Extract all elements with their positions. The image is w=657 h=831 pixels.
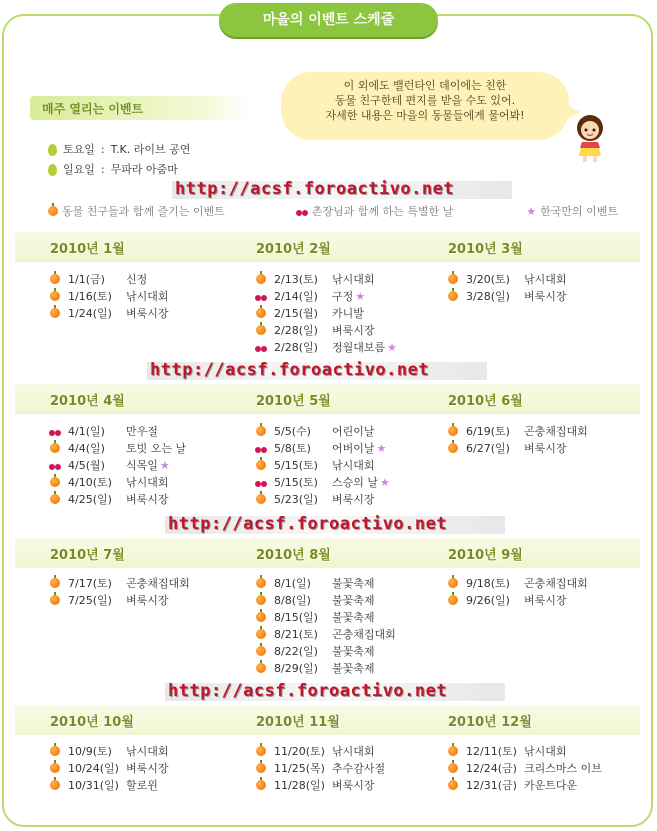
- event-date: 5/15(토): [274, 476, 318, 489]
- cherry-icon: [49, 426, 61, 436]
- event-date: 12/24(금): [466, 762, 517, 775]
- event-name: 추수감사절: [332, 762, 386, 775]
- event-date: 5/8(토): [274, 442, 311, 455]
- event-row: [446, 760, 602, 776]
- event-row: [254, 423, 375, 439]
- event-name: 낚시대회: [332, 745, 375, 758]
- orange-icon: [50, 477, 60, 487]
- event-date: 10/9(토): [68, 745, 112, 758]
- month-title: 2010년 6월: [448, 394, 523, 409]
- orange-icon: [256, 612, 266, 622]
- event-row: [48, 423, 158, 439]
- event-row: [254, 305, 364, 321]
- event-name: 불꽃축제: [332, 577, 375, 590]
- event-name: 어버이날: [332, 442, 375, 455]
- event-name: 카운트다운: [524, 779, 578, 792]
- event-row: [48, 457, 170, 473]
- orange-icon: [48, 206, 58, 216]
- cherry-icon: [255, 342, 267, 352]
- event-row: [254, 609, 375, 625]
- event-name: 불꽃축제: [332, 611, 375, 624]
- orange-icon: [256, 780, 266, 790]
- weekly-sep: :: [100, 143, 105, 156]
- event-row: [254, 271, 375, 287]
- event-name: 벼룩시장: [126, 307, 169, 320]
- event-name: 스승의 날: [332, 476, 379, 489]
- event-date: 10/31(일): [68, 779, 119, 792]
- event-name: 곤충채집대회: [524, 577, 588, 590]
- event-name: 불꽃축제: [332, 645, 375, 658]
- event-name: 낚시대회: [524, 273, 567, 286]
- legend-animal-label: 동물 친구들과 함께 즐기는 이벤트: [62, 205, 225, 218]
- weekly-list: [48, 140, 190, 180]
- bubble-line-2: 동물 친구한테 편지를 받을 수도 있어.: [334, 94, 516, 107]
- event-date: 10/24(일): [68, 762, 119, 775]
- event-row: [254, 457, 375, 473]
- event-row: [48, 271, 147, 287]
- event-name: 낚시대회: [332, 459, 375, 472]
- orange-icon: [448, 291, 458, 301]
- orange-icon: [256, 663, 266, 673]
- event-name: 불꽃축제: [332, 594, 375, 607]
- event-date: 4/4(일): [68, 442, 105, 455]
- cherry-icon: [296, 206, 308, 216]
- month-title: 2010년 5월: [256, 394, 331, 409]
- event-row: [254, 288, 365, 304]
- weekly-text: T.K. 라이브 공연: [110, 143, 191, 156]
- orange-icon: [50, 746, 60, 756]
- legend-animal: [48, 203, 225, 219]
- orange-icon: [50, 578, 60, 588]
- orange-icon: [448, 578, 458, 588]
- month-title: 2010년 12월: [448, 715, 532, 730]
- event-row: [446, 592, 567, 608]
- event-date: 3/20(토): [466, 273, 510, 286]
- watermark-text: http://acsf.foroactivo.net: [168, 681, 448, 701]
- orange-icon: [448, 443, 458, 453]
- event-date: 2/15(월): [274, 307, 318, 320]
- event-row: [48, 760, 169, 776]
- weekly-sep: :: [100, 163, 105, 176]
- orange-icon: [256, 629, 266, 639]
- orange-icon: [50, 443, 60, 453]
- orange-icon: [50, 780, 60, 790]
- weekly-item: [48, 140, 190, 160]
- event-name: 어린이날: [332, 425, 375, 438]
- event-date: 8/29(일): [274, 662, 318, 675]
- orange-icon: [50, 274, 60, 284]
- orange-icon: [256, 426, 266, 436]
- orange-icon: [50, 308, 60, 318]
- event-date: 11/25(목): [274, 762, 325, 775]
- watermark-text: http://acsf.foroactivo.net: [168, 514, 448, 534]
- legend-korea-label: 한국만의 이벤트: [540, 205, 618, 218]
- event-date: 5/23(일): [274, 493, 318, 506]
- event-row: [254, 777, 375, 793]
- event-row: [254, 339, 397, 355]
- event-row: [254, 643, 375, 659]
- event-name: 곤충채집대회: [524, 425, 588, 438]
- event-row: [48, 440, 186, 456]
- event-name: 낚시대회: [524, 745, 567, 758]
- event-row: [446, 271, 567, 287]
- event-row: [254, 474, 390, 490]
- event-row: [48, 288, 169, 304]
- event-name: 벼룩시장: [332, 324, 375, 337]
- event-date: 6/27(일): [466, 442, 510, 455]
- event-date: 1/1(금): [68, 273, 105, 286]
- watermark-text: http://acsf.foroactivo.net: [175, 179, 455, 199]
- orange-icon: [448, 763, 458, 773]
- orange-icon: [256, 274, 266, 284]
- orange-icon: [448, 595, 458, 605]
- event-date: 4/10(토): [68, 476, 112, 489]
- event-name: 벼룩시장: [126, 493, 169, 506]
- event-date: 11/20(토): [274, 745, 325, 758]
- event-date: 12/11(토): [466, 745, 517, 758]
- orange-icon: [256, 460, 266, 470]
- event-date: 5/15(토): [274, 459, 318, 472]
- legend-korea: [524, 203, 618, 219]
- event-date: 4/25(일): [68, 493, 112, 506]
- event-row: [446, 743, 567, 759]
- event-name: 카니발: [332, 307, 364, 320]
- orange-icon: [50, 595, 60, 605]
- event-name: 크리스마스 이브: [524, 762, 602, 775]
- event-row: [446, 423, 588, 439]
- event-row: [48, 305, 169, 321]
- page-title: 마을의 이벤트 스케줄: [219, 3, 438, 37]
- event-row: [254, 743, 375, 759]
- month-title: 2010년 8월: [256, 548, 331, 563]
- legend-mayor: [296, 203, 454, 219]
- orange-icon: [256, 494, 266, 504]
- villager-girl-icon: [570, 112, 610, 164]
- event-date: 7/17(토): [68, 577, 112, 590]
- orange-icon: [448, 426, 458, 436]
- event-name: 곤충채집대회: [126, 577, 190, 590]
- event-date: 8/8(일): [274, 594, 311, 607]
- weekly-events-heading: [30, 96, 250, 120]
- month-title: 2010년 10월: [50, 715, 134, 730]
- orange-icon: [50, 494, 60, 504]
- orange-icon: [448, 746, 458, 756]
- weekly-day: 토요일: [63, 143, 95, 156]
- event-name: 벼룩시장: [524, 594, 567, 607]
- bubble-line-1: 이 외에도 밸런타인 데이에는 친한: [343, 79, 507, 92]
- event-date: 11/28(일): [274, 779, 325, 792]
- orange-icon: [256, 308, 266, 318]
- event-date: 8/1(일): [274, 577, 311, 590]
- event-name: 식목일: [126, 459, 158, 472]
- orange-icon: [448, 780, 458, 790]
- orange-icon: [256, 325, 266, 335]
- event-row: [446, 575, 588, 591]
- orange-icon: [256, 595, 266, 605]
- event-date: 2/14(일): [274, 290, 318, 303]
- month-title: 2010년 2월: [256, 242, 331, 257]
- pear-icon: [48, 144, 57, 156]
- cherry-icon: [49, 460, 61, 470]
- star-icon: ★: [159, 458, 170, 472]
- event-date: 8/21(토): [274, 628, 318, 641]
- weekly-day: 일요일: [63, 163, 95, 176]
- event-date: 8/15(일): [274, 611, 318, 624]
- star-icon: ★: [380, 475, 390, 489]
- orange-icon: [256, 578, 266, 588]
- star-icon: ★: [376, 441, 387, 455]
- event-name: 벼룩시장: [332, 779, 375, 792]
- event-name: 벼룩시장: [524, 442, 567, 455]
- watermark-text: http://acsf.foroactivo.net: [150, 360, 430, 380]
- event-date: 1/24(일): [68, 307, 112, 320]
- orange-icon: [256, 763, 266, 773]
- orange-icon: [256, 746, 266, 756]
- month-title: 2010년 4월: [50, 394, 125, 409]
- legend-mayor-label: 촌장님과 함께 하는 특별한 날: [311, 205, 454, 218]
- event-row: [254, 575, 375, 591]
- event-row: [254, 760, 385, 776]
- event-date: 2/28(일): [274, 324, 318, 337]
- event-row: [446, 440, 567, 456]
- event-name: 낚시대회: [126, 290, 169, 303]
- event-row: [254, 322, 375, 338]
- event-row: [48, 575, 190, 591]
- event-name: 토빗 오는 날: [126, 442, 187, 455]
- month-title: 2010년 9월: [448, 548, 523, 563]
- event-name: 불꽃축제: [332, 662, 375, 675]
- event-date: 12/31(금): [466, 779, 517, 792]
- event-date: 4/5(월): [68, 459, 105, 472]
- event-row: [254, 660, 375, 676]
- event-row: [254, 626, 396, 642]
- cherry-icon: [255, 477, 267, 487]
- cherry-icon: [255, 443, 267, 453]
- star-icon: ★: [526, 204, 537, 218]
- event-row: [48, 474, 169, 490]
- event-row: [254, 592, 375, 608]
- star-icon: ★: [387, 340, 398, 354]
- event-name: 신정: [126, 273, 148, 286]
- weekly-item: [48, 160, 190, 180]
- event-date: 7/25(일): [68, 594, 112, 607]
- event-name: 만우절: [126, 425, 158, 438]
- event-name: 낚시대회: [126, 745, 169, 758]
- event-date: 5/5(수): [274, 425, 311, 438]
- event-name: 구정: [332, 290, 354, 303]
- event-name: 벼룩시장: [332, 493, 375, 506]
- event-row: [446, 777, 577, 793]
- event-date: 9/18(토): [466, 577, 510, 590]
- orange-icon: [256, 646, 266, 656]
- orange-icon: [50, 763, 60, 773]
- event-date: 2/28(일): [274, 341, 318, 354]
- event-row: [48, 743, 169, 759]
- bubble-line-3: 자세한 내용은 마을의 동물들에게 물어봐!: [325, 109, 525, 122]
- event-name: 할로윈: [126, 779, 158, 792]
- event-date: 9/26(일): [466, 594, 510, 607]
- event-name: 낚시대회: [126, 476, 169, 489]
- event-name: 정월대보름: [332, 341, 386, 354]
- star-icon: ★: [355, 289, 366, 303]
- speech-bubble: [281, 72, 569, 140]
- event-name: 벼룩시장: [524, 290, 567, 303]
- event-date: 2/13(토): [274, 273, 318, 286]
- event-date: 4/1(일): [68, 425, 105, 438]
- event-name: 벼룩시장: [126, 762, 169, 775]
- weekly-text: 무파라 아줌마: [110, 163, 178, 176]
- event-row: [48, 491, 169, 507]
- weekly-heading-label: 매주 열리는 이벤트: [42, 102, 144, 116]
- cherry-icon: [255, 291, 267, 301]
- orange-icon: [50, 291, 60, 301]
- event-date: 6/19(토): [466, 425, 510, 438]
- orange-icon: [448, 274, 458, 284]
- event-name: 곤충채집대회: [332, 628, 396, 641]
- legend: [48, 203, 618, 219]
- event-row: [254, 440, 386, 456]
- month-title: 2010년 1월: [50, 242, 125, 257]
- month-title: 2010년 7월: [50, 548, 125, 563]
- event-row: [48, 592, 169, 608]
- event-name: 낚시대회: [332, 273, 375, 286]
- event-name: 벼룩시장: [126, 594, 169, 607]
- month-title: 2010년 11월: [256, 715, 340, 730]
- pear-icon: [48, 164, 57, 176]
- event-row: [446, 288, 567, 304]
- event-date: 8/22(일): [274, 645, 318, 658]
- event-row: [48, 777, 158, 793]
- event-row: [254, 491, 375, 507]
- month-title: 2010년 3월: [448, 242, 523, 257]
- event-date: 3/28(일): [466, 290, 510, 303]
- event-date: 1/16(토): [68, 290, 112, 303]
